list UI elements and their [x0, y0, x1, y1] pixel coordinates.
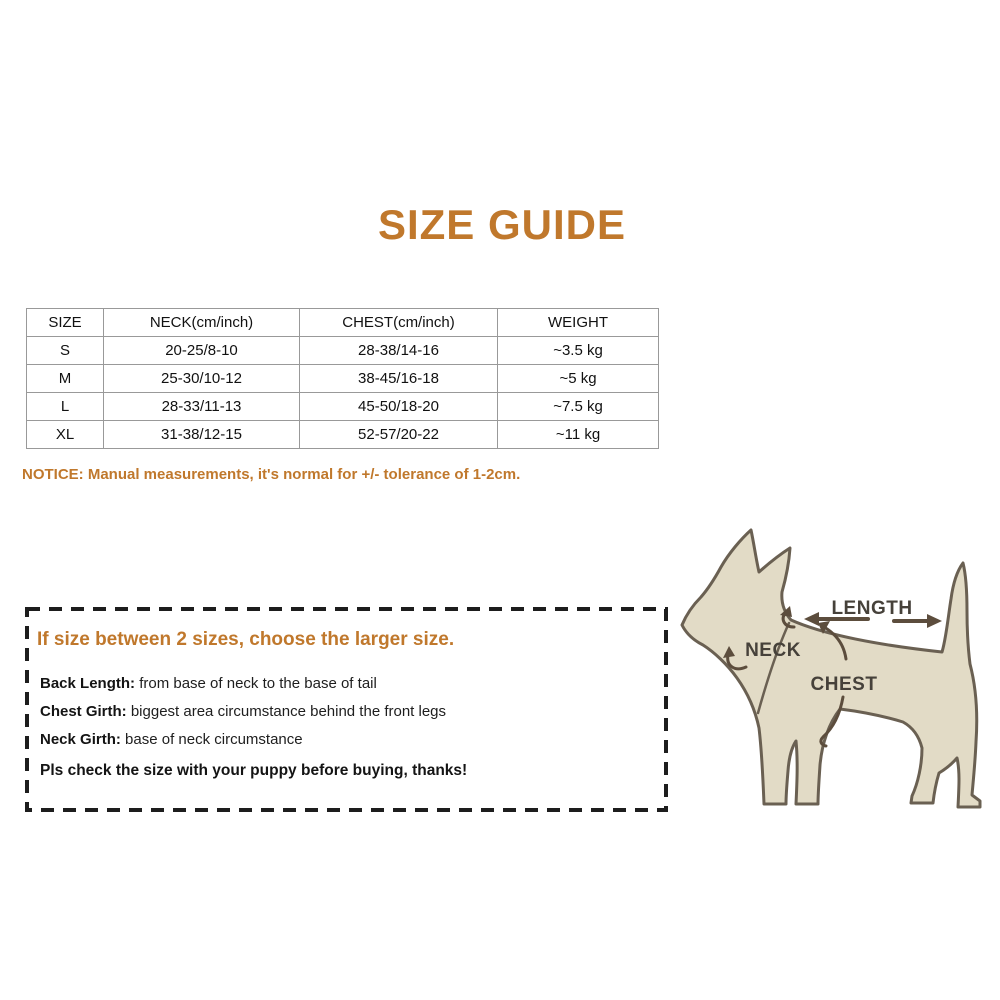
table-cell: XL — [27, 421, 104, 449]
tip-text: biggest area circumstance behind the front legs — [130, 703, 447, 720]
table-cell: ~7.5 kg — [498, 393, 659, 421]
page-title: SIZE GUIDE — [377, 201, 627, 248]
tips-footer: Pls check the size with your puppy before buying, thanks! — [40, 762, 468, 779]
table-cell: ~5 kg — [498, 365, 659, 393]
chest-label: CHEST — [810, 674, 878, 695]
table-cell: 28-38/14-16 — [300, 337, 498, 365]
table-row — [27, 337, 659, 365]
column-header: NECK(cm/inch) — [104, 309, 300, 337]
tip-neck-girth — [40, 731, 660, 748]
table-row — [27, 393, 659, 421]
tip-text: base of neck circumstance — [125, 731, 303, 748]
table-cell: S — [27, 337, 104, 365]
table-row — [27, 421, 659, 449]
neck-label: NECK — [745, 640, 801, 661]
table-cell: L — [27, 393, 104, 421]
table-cell: ~11 kg — [498, 421, 659, 449]
dog-body — [682, 530, 980, 807]
dog-measurement-diagram — [672, 515, 992, 815]
tips-box — [25, 607, 668, 812]
column-header: WEIGHT — [498, 309, 659, 337]
table-cell: 31-38/12-15 — [104, 421, 300, 449]
table-cell: ~3.5 kg — [498, 337, 659, 365]
length-label: LENGTH — [831, 598, 913, 619]
tip-chest-girth — [40, 703, 660, 720]
table-cell: 25-30/10-12 — [104, 365, 300, 393]
tips-headline: If size between 2 sizes, choose the larger size. — [37, 629, 455, 650]
size-table — [26, 308, 659, 449]
tip-text: from base of neck to the base of tail — [139, 675, 377, 692]
tip-label: Back Length: — [40, 675, 136, 692]
table-cell: M — [27, 365, 104, 393]
length-arrow-left-head — [804, 612, 819, 626]
table-cell: 52-57/20-22 — [300, 421, 498, 449]
column-header: SIZE — [27, 309, 104, 337]
table-cell: 38-45/16-18 — [300, 365, 498, 393]
length-arrow-right-head — [927, 614, 942, 628]
table-cell: 20-25/8-10 — [104, 337, 300, 365]
tip-label: Neck Girth: — [40, 731, 121, 748]
table-header-row — [27, 309, 659, 337]
notice-text: NOTICE: Manual measurements, it's normal for +/- tolerance of 1-2cm. — [22, 466, 521, 483]
table-cell: 28-33/11-13 — [104, 393, 300, 421]
tip-back-length — [40, 675, 660, 692]
table-cell: 45-50/18-20 — [300, 393, 498, 421]
tip-label: Chest Girth: — [40, 703, 127, 720]
column-header: CHEST(cm/inch) — [300, 309, 498, 337]
table-row — [27, 365, 659, 393]
